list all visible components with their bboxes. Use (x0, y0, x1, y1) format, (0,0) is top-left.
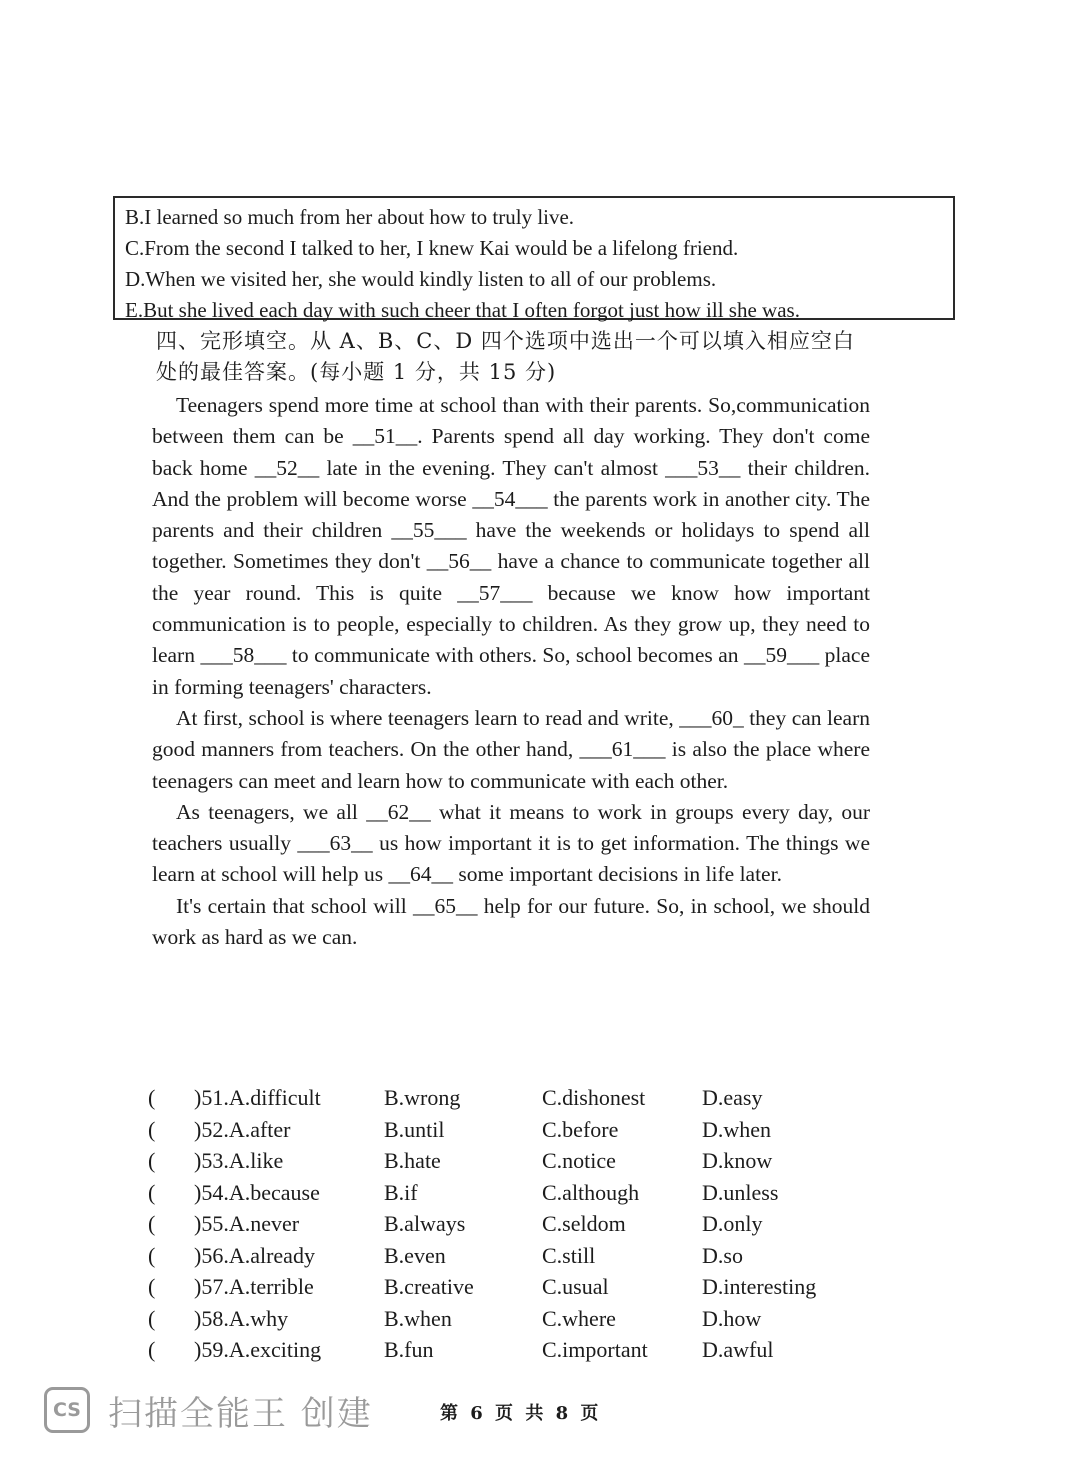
answer-paren: ( (148, 1116, 156, 1142)
question-row-59 (148, 1334, 868, 1366)
option-a: )57.A.terrible (194, 1274, 314, 1299)
answer-paren: ( (148, 1274, 156, 1299)
blank-55: __55___ (391, 518, 467, 543)
passage-text: to communicate with others. So, school becomes an (286, 643, 744, 668)
blank-59: __59___ (743, 643, 820, 668)
paragraph-2 (152, 703, 870, 797)
question-row-53 (148, 1145, 868, 1177)
passage-text: the parents work in another city. The parents and their children (152, 486, 870, 543)
paragraph-4 (152, 891, 870, 954)
answer-paren: ( (148, 1242, 156, 1268)
option-b: B.until (384, 1116, 445, 1142)
passage-text: . Parents spend all day working. They don't come back home (152, 424, 870, 480)
option-d: D.how (702, 1305, 762, 1331)
option-c: C.notice (542, 1148, 616, 1173)
option-line-b: B.I learned so much from her about how to truly live. (125, 205, 575, 229)
option-c: C.usual (542, 1274, 609, 1299)
passage-text: have the weekends or holidays to spend all together. Sometimes they don't (152, 518, 870, 574)
option-b: B.creative (384, 1274, 474, 1299)
option-c: C.still (542, 1242, 596, 1268)
blank-61: ___61___ (579, 737, 666, 762)
option-a: )59.A.exciting (194, 1337, 322, 1362)
answer-paren: ( (148, 1148, 156, 1173)
option-b: B.even (384, 1242, 446, 1268)
option-d: D.know (702, 1148, 773, 1173)
option-d: D.when (702, 1116, 772, 1142)
answer-paren: ( (148, 1211, 156, 1236)
passage-text: At first, school is where teenagers learn to read and write, (176, 705, 680, 730)
option-d: D.so (702, 1242, 743, 1268)
option-a: )55.A.never (194, 1211, 300, 1236)
question-row-52 (148, 1114, 868, 1146)
answer-paren: ( (148, 1179, 156, 1205)
passage-text: Teenagers spend more time at school than with their parents. So,communication between them can be (152, 393, 870, 449)
scanner-app-name: 扫描全能王 创建 (108, 1393, 373, 1434)
option-a: )53.A.like (194, 1148, 284, 1173)
option-b: B.when (384, 1305, 452, 1331)
option-a: )58.A.why (194, 1305, 289, 1331)
option-b: B.hate (384, 1148, 441, 1173)
option-c: C.before (542, 1116, 619, 1142)
passage-text: what it means to work in groups every day, our teachers usually (152, 799, 870, 856)
option-d: D.awful (702, 1337, 774, 1362)
blank-58: ___58___ (200, 643, 287, 668)
option-a: )56.A.already (194, 1242, 315, 1268)
passage-text: place in forming teenagers' characters. (152, 643, 871, 699)
passage-text: their children. And the problem will become worse (152, 455, 871, 511)
option-d: D.only (702, 1211, 763, 1236)
option-c: C.dishonest (542, 1085, 646, 1110)
passage-text: help for our future. So, in school, we should work as hard as we can. (152, 893, 870, 950)
option-d: D.interesting (702, 1274, 817, 1299)
blank-52: __52__ (254, 455, 320, 480)
question-row-58 (148, 1303, 868, 1335)
answer-paren: ( (148, 1305, 156, 1331)
passage-text: us how important it is to get information. The things we learn at school will help us (152, 831, 870, 887)
option-b: B.fun (384, 1337, 434, 1362)
question-row-55 (148, 1208, 868, 1240)
blank-56: __56__ (426, 549, 492, 574)
option-d: D.unless (702, 1179, 779, 1205)
passage-text: late in the evening. They can't almost (319, 455, 666, 480)
page-number: 第 6 页 共 8 页 (440, 1403, 602, 1424)
scanner-watermark (44, 1386, 373, 1434)
option-c: C.important (542, 1337, 648, 1362)
option-a: )51.A.difficult (194, 1085, 321, 1110)
option-c: C.although (542, 1179, 640, 1205)
question-row-57 (148, 1271, 868, 1303)
paragraph-3 (152, 797, 870, 891)
blank-54: __54___ (472, 486, 548, 511)
option-b: B.always (384, 1211, 466, 1236)
passage-text: because we know how important communication is to people, especially to children. As they grow up, they need to learn (152, 580, 870, 668)
section-heading: 四、完形填空。从 A、B、C、D 四个选项中选出一个可以填入相应空白处的最佳答案。(每小题 1 分，共 15 分) (156, 329, 855, 384)
option-c: C.where (542, 1305, 616, 1331)
passage-text: It's certain that school will (176, 893, 413, 918)
option-a: )52.A.after (194, 1116, 291, 1142)
answer-paren: ( (148, 1085, 156, 1110)
blank-63: ___63__ (297, 831, 373, 856)
camscanner-logo-icon: CS (44, 1387, 90, 1433)
passage-text: As teenagers, we all (176, 799, 367, 824)
blank-60: ___60_ (679, 705, 744, 730)
passage-text: have a chance to communicate together all the year round. This is quite (152, 549, 870, 605)
option-line-e: E.But she lived each day with such cheer that I often forgot just how ill she was. (125, 298, 800, 322)
option-b: B.if (384, 1179, 418, 1205)
blank-64: __64__ (388, 862, 453, 887)
answer-paren: ( (148, 1337, 156, 1362)
passage-text: they can learn good manners from teachers. On the other hand, (152, 705, 870, 762)
blank-65: __65__ (412, 893, 478, 918)
blank-51: __51__ (352, 424, 418, 449)
question-row-51 (148, 1082, 868, 1114)
option-b: B.wrong (384, 1085, 461, 1110)
option-a: )54.A.because (194, 1179, 320, 1205)
paragraph-1 (152, 390, 870, 703)
question-row-56 (148, 1240, 868, 1272)
passage-text: some important decisions in life later. (452, 862, 782, 887)
blank-53: ___53__ (665, 455, 741, 480)
passage-text: is also the place where teenagers can meet and learn how to communicate with each other. (152, 737, 870, 793)
option-line-d: D.When we visited her, she would kindly listen to all of our problems. (125, 267, 717, 291)
option-c: C.seldom (542, 1211, 626, 1236)
question-row-54 (148, 1177, 868, 1209)
blank-62: __62__ (366, 799, 431, 824)
cloze-passage (152, 390, 870, 953)
option-d: D.easy (702, 1085, 763, 1110)
blank-57: __57___ (457, 580, 533, 605)
question-options-list (148, 1082, 868, 1366)
answer-options-box (113, 196, 955, 320)
option-line-c: C.From the second I talked to her, I knew Kai would be a lifelong friend. (125, 236, 739, 260)
